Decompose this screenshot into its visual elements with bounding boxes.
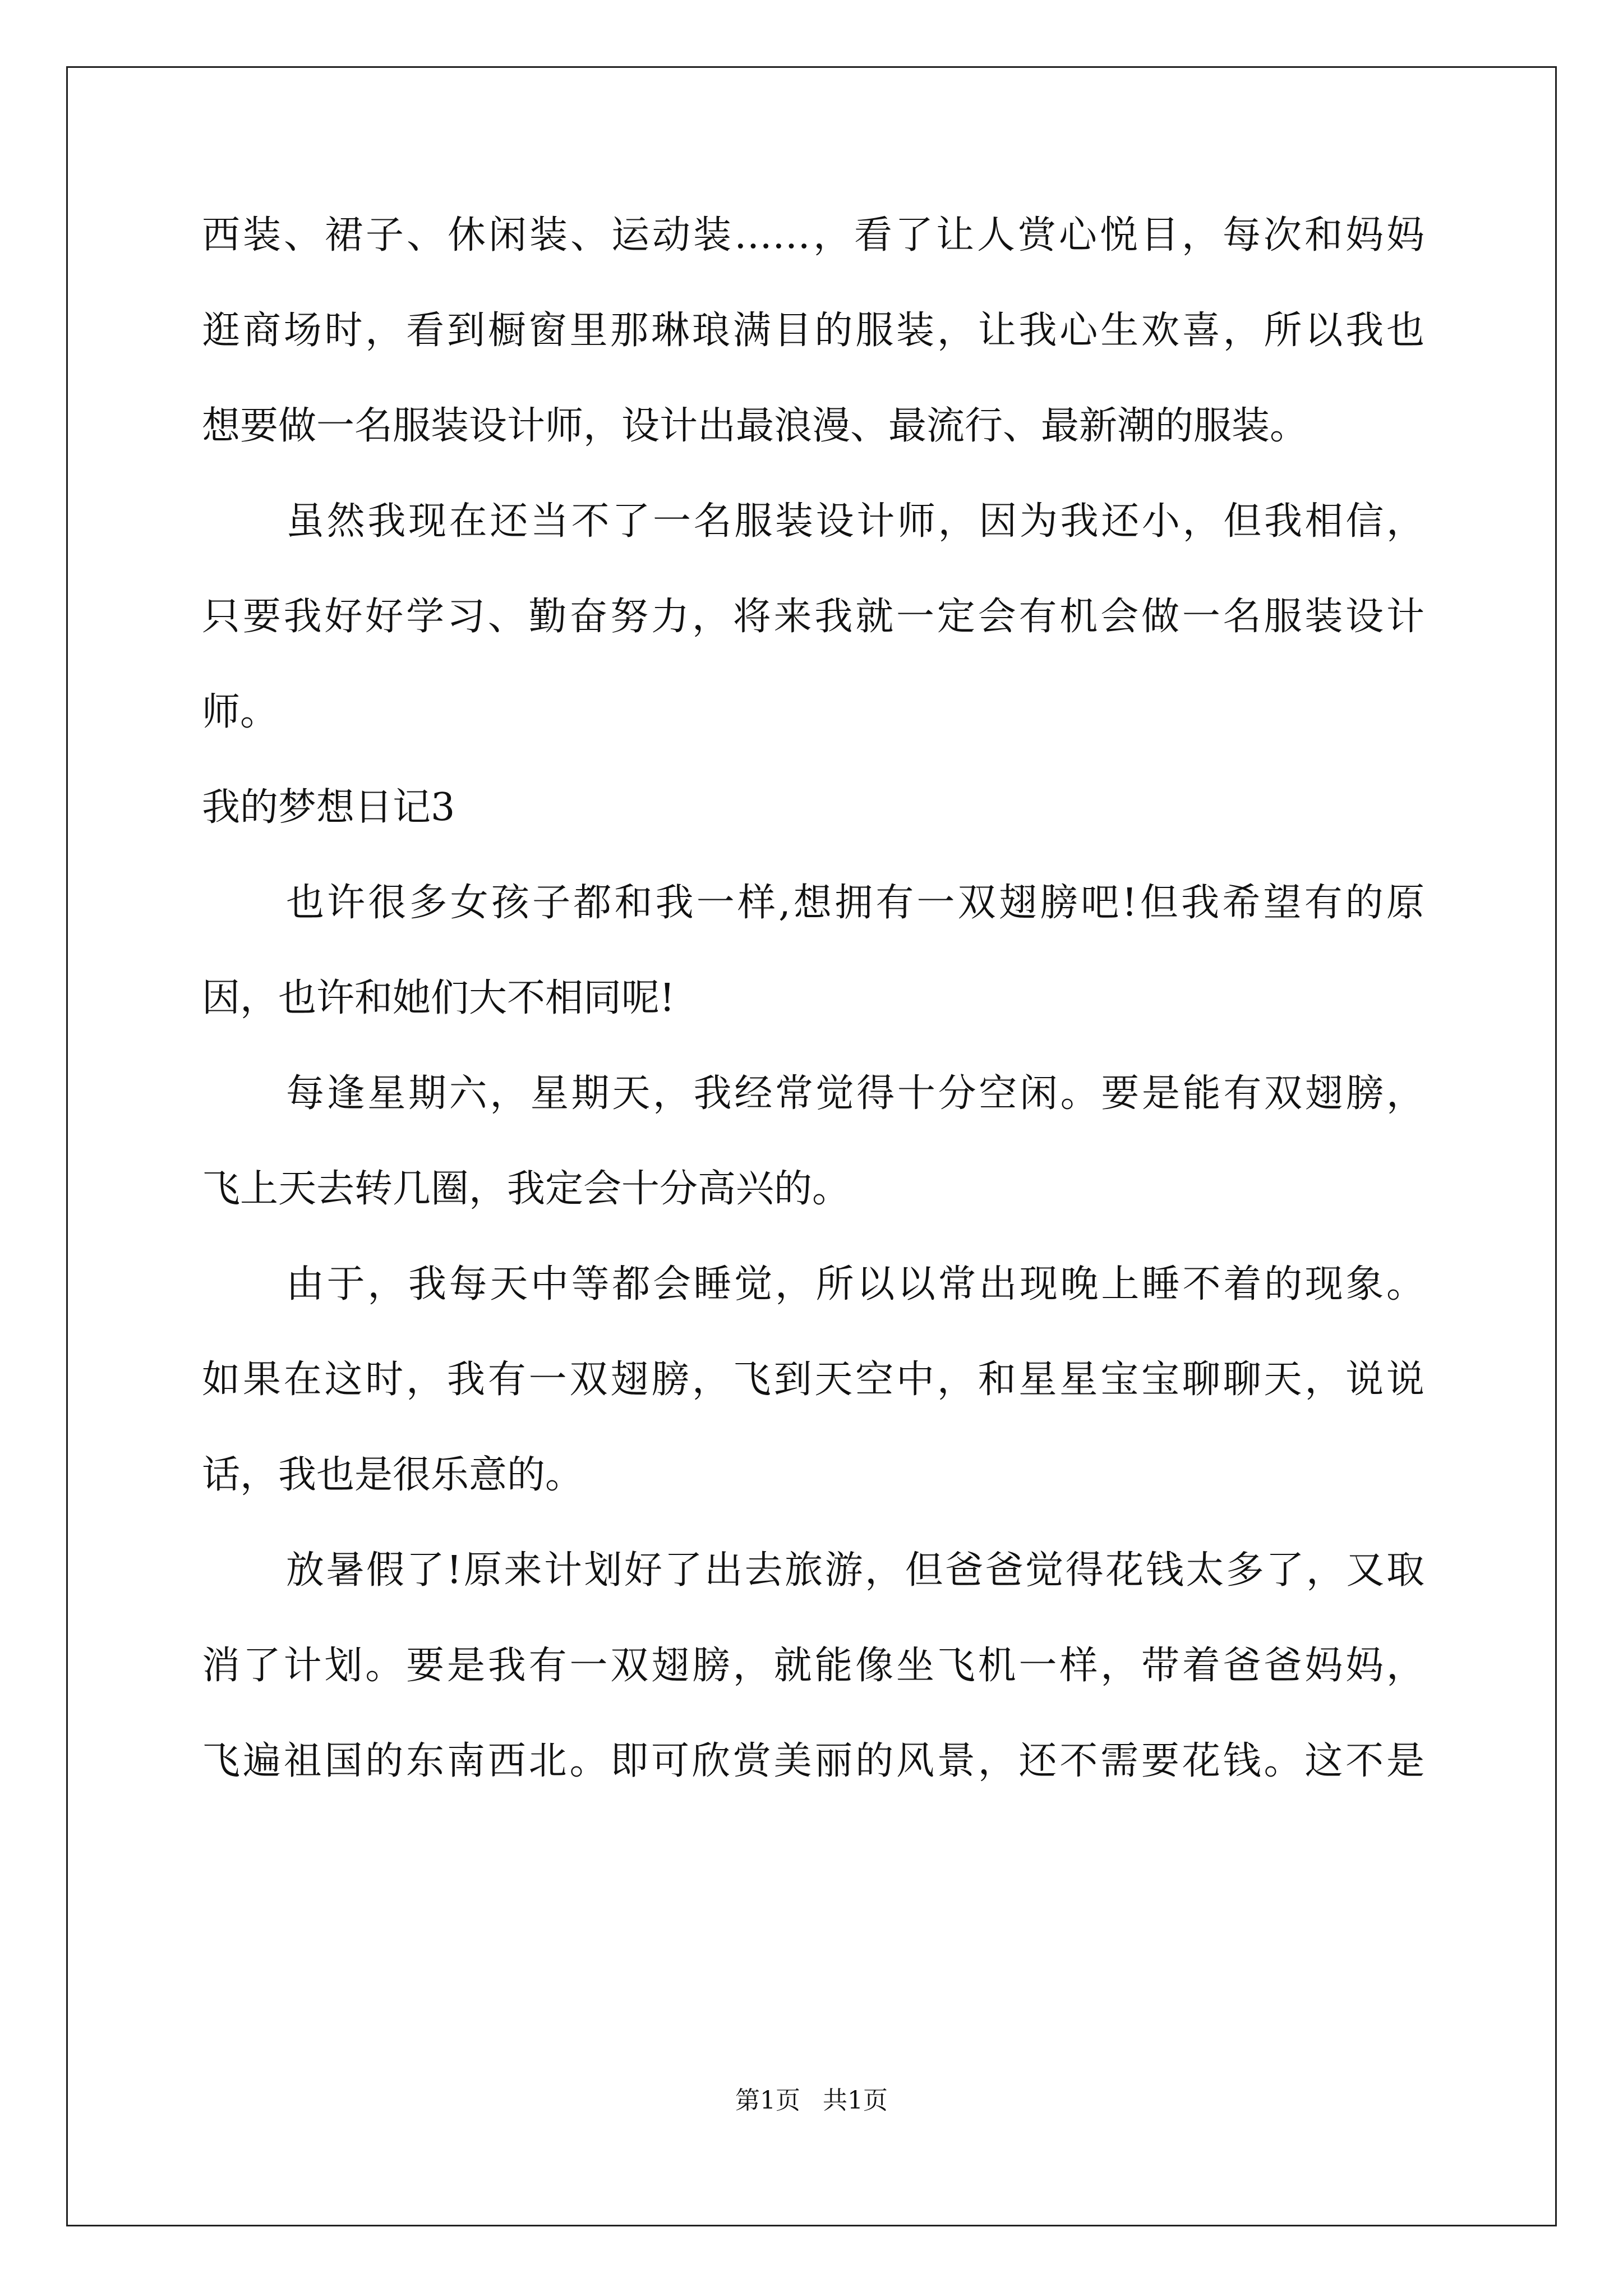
section-heading: 我的梦想日记3 [202, 785, 455, 830]
page-total: 共1页 [823, 2086, 888, 2115]
text-line: 飞遍祖国的东南西北。即可欣赏美丽的风景，还不需要花钱。这不是 [202, 1739, 1424, 1783]
text-line: 话，我也是很乐意的。 [202, 1453, 584, 1497]
text-line: 师。 [202, 690, 279, 734]
page-number: 第1页 [735, 2086, 800, 2115]
text-line: 西装、裙子、休闲装、运动装……，看了让人赏心悦目，每次和妈妈 [202, 213, 1424, 257]
page-footer [0, 2087, 1623, 2115]
text-line: 每逢星期六，星期天，我经常觉得十分空闲。要是能有双翅膀， [286, 1071, 1424, 1116]
text-line: 放暑假了!原来计划好了出去旅游，但爸爸觉得花钱太多了，又取 [286, 1548, 1424, 1593]
text-line: 只要我好好学习、勤奋努力，将来我就一定会有机会做一名服装设计 [202, 595, 1424, 639]
text-line: 由于，我每天中等都会睡觉，所以以常出现晚上睡不着的现象。 [286, 1262, 1424, 1306]
text-line: 消了计划。要是我有一双翅膀，就能像坐飞机一样，带着爸爸妈妈， [202, 1644, 1424, 1688]
text-line: 因，也许和她们大不相同呢! [202, 976, 675, 1020]
page-border [66, 66, 1557, 2226]
text-line: 虽然我现在还当不了一名服装设计师，因为我还小，但我相信， [286, 499, 1424, 544]
text-line: 逛商场时，看到橱窗里那琳琅满目的服装，让我心生欢喜，所以我也 [202, 309, 1424, 353]
text-line: 飞上天去转几圈，我定会十分高兴的。 [202, 1167, 851, 1211]
text-line: 也许很多女孩子都和我一样,想拥有一双翅膀吧!但我希望有的原 [286, 881, 1424, 925]
text-line: 想要做一名服装设计师，设计出最浪漫、最流行、最新潮的服装。 [202, 404, 1308, 448]
text-line: 如果在这时，我有一双翅膀，飞到天空中，和星星宝宝聊聊天，说说 [202, 1358, 1424, 1402]
